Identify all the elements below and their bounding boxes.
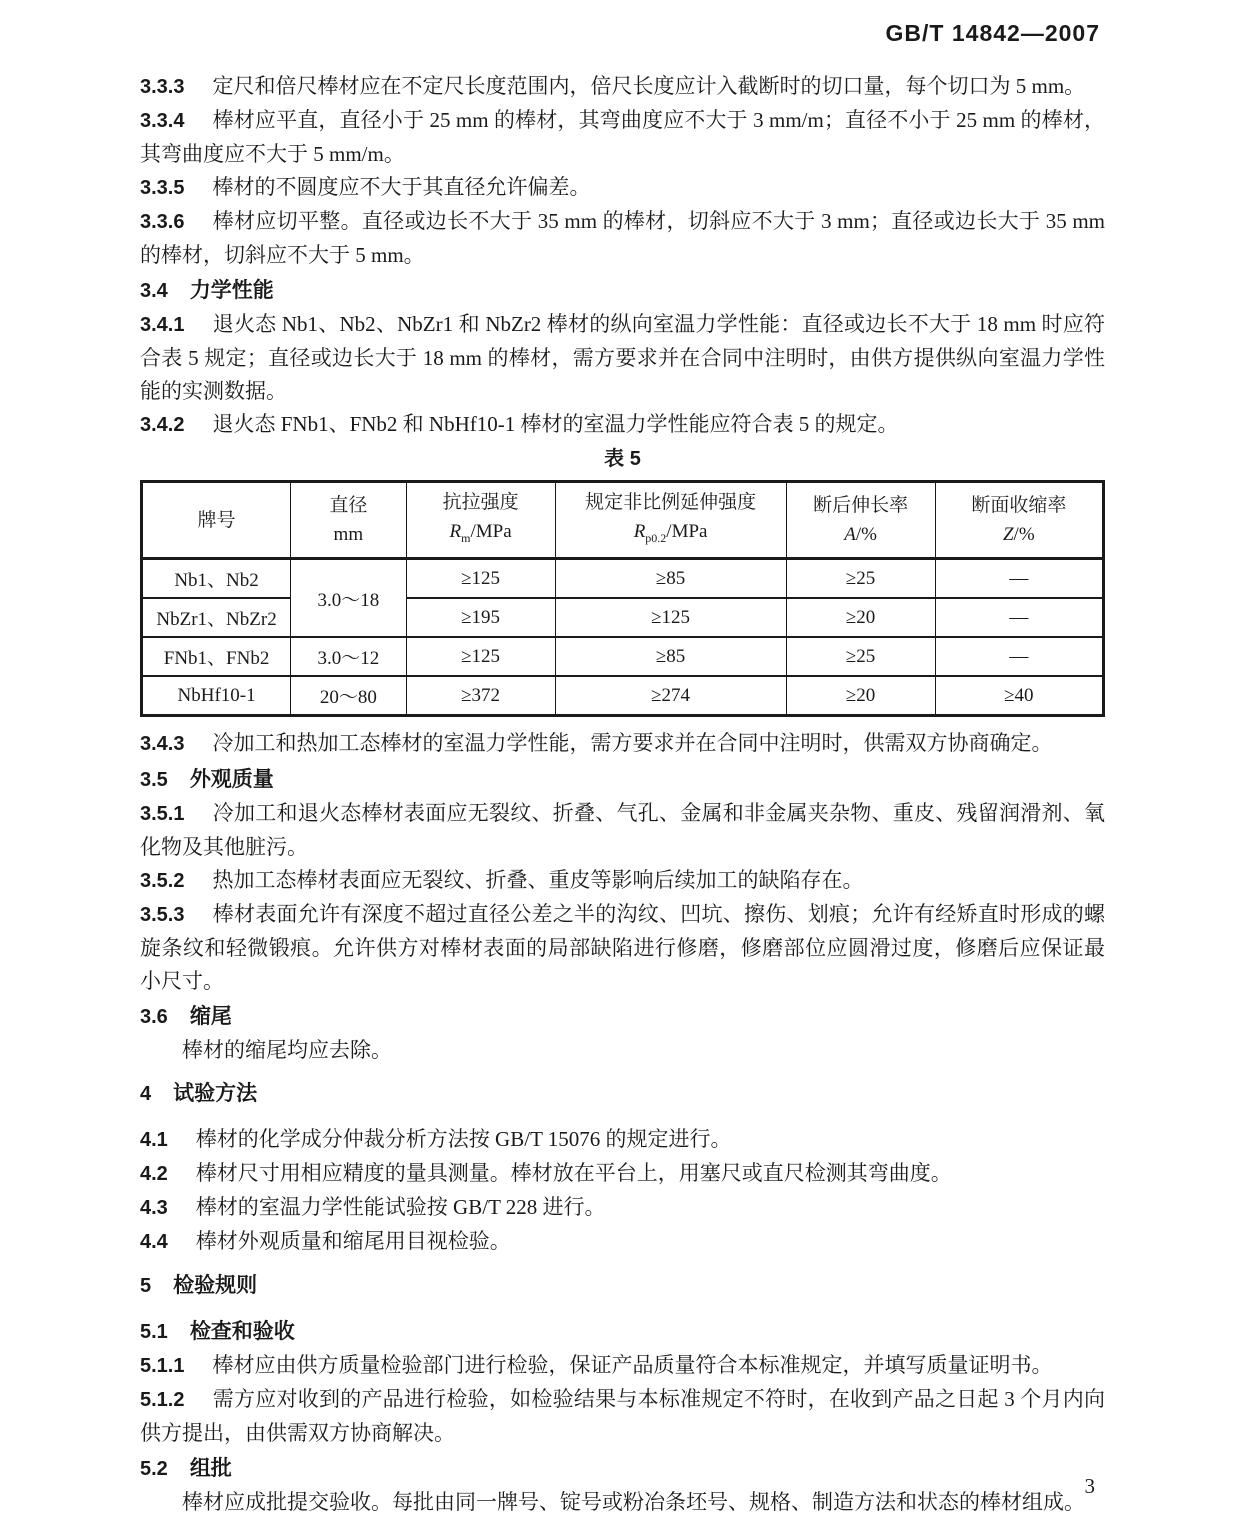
clause-3.4.3	[140, 727, 1105, 761]
header-symbol: $R_m$/MPa	[449, 520, 512, 545]
table-cell: —	[935, 598, 1103, 637]
table-row	[142, 676, 1104, 716]
clause-3.3.3	[140, 70, 1105, 104]
page-number: 3	[1084, 1474, 1095, 1498]
table-cell: NbZr1、NbZr2	[142, 598, 291, 637]
clause-text: 组批	[189, 1457, 232, 1480]
clause-number: 4.4	[140, 1231, 168, 1253]
clause-number: 3.4	[140, 280, 168, 302]
clause-3.5.1	[140, 797, 1105, 864]
table-5	[140, 480, 1105, 717]
table-cell: ≥125	[406, 637, 555, 676]
clause-5.1.2	[140, 1383, 1105, 1450]
table-cell: ≥125	[555, 598, 786, 637]
header-line: 抗拉强度	[442, 491, 519, 513]
header-symbol: $R_{p0.2}$/MPa	[633, 520, 708, 545]
clause-text: 棒材的缩尾均应去除。	[182, 1038, 392, 1062]
clause-number: 5.1	[140, 1321, 168, 1343]
clause-text: 检查和验收	[189, 1320, 295, 1343]
clause-number: 3.5.3	[140, 904, 185, 926]
heading-3.4	[140, 274, 1105, 308]
clause-number: 3.6	[140, 1006, 168, 1028]
clause-4.3	[140, 1191, 1105, 1225]
standard-number: GB/T 14842—2007	[885, 20, 1100, 46]
table-cell: —	[935, 637, 1103, 676]
header-line: 规定非比例延伸强度	[585, 491, 757, 513]
clause-3.3.5	[140, 171, 1105, 205]
header-line: 牌号	[197, 509, 236, 531]
paragraph	[140, 1486, 1105, 1519]
table-cell: ≥372	[406, 676, 555, 716]
table-header-cell	[786, 482, 935, 559]
clause-text: 棒材外观质量和缩尾用目视检验。	[195, 1229, 511, 1253]
clause-number: 5.1.2	[140, 1389, 185, 1411]
page-footer	[1085, 1474, 1096, 1499]
clause-number: 3.3.5	[140, 177, 185, 199]
clause-number: 3.4.2	[140, 414, 185, 436]
clause-3.5.3	[140, 898, 1105, 998]
clause-number: 3.3.3	[140, 76, 185, 98]
table-title: 表 5	[604, 448, 641, 470]
table-cell: ≥85	[555, 559, 786, 599]
table-row	[142, 598, 1104, 637]
document-content	[140, 70, 1105, 1519]
table-cell: —	[935, 559, 1103, 599]
heading-5.2	[140, 1452, 1105, 1486]
table-cell: 3.0～18	[291, 559, 406, 638]
clause-text: 缩尾	[189, 1005, 232, 1028]
clause-text: 试验方法	[173, 1082, 258, 1105]
heading-3.6	[140, 1000, 1105, 1034]
table-cell: ≥85	[555, 637, 786, 676]
clause-number: 4	[140, 1083, 152, 1105]
header-symbol: A/%	[844, 524, 877, 545]
table-row	[142, 637, 1104, 676]
paragraph	[140, 1034, 1105, 1067]
clause-text: 棒材应切平整。直径或边长不大于 35 mm 的棒材，切斜应不大于 3 mm；直径或边长大于 35 mm 的棒材，切斜应不大于 5 mm。	[140, 209, 1105, 267]
table-cell: ≥195	[406, 598, 555, 637]
header-line: mm	[333, 524, 364, 545]
document-header	[886, 20, 1100, 47]
clause-4.4	[140, 1225, 1105, 1259]
clause-text: 外观质量	[189, 768, 274, 791]
table-cell: 3.0～12	[291, 637, 406, 676]
clause-number: 4.1	[140, 1129, 168, 1151]
table-header-cell	[555, 482, 786, 559]
clause-text: 退火态 FNb1、FNb2 和 NbHf10-1 棒材的室温力学性能应符合表 5 的规定。	[212, 412, 899, 436]
clause-3.4.1	[140, 308, 1105, 408]
heading-5	[140, 1269, 1105, 1303]
clause-text: 棒材尺寸用相应精度的量具测量。棒材放在平台上，用塞尺或直尺检测其弯曲度。	[195, 1161, 952, 1185]
table-header-cell	[935, 482, 1103, 559]
header-line: 直径	[329, 495, 368, 516]
heading-4	[140, 1077, 1105, 1111]
clause-text: 力学性能	[189, 279, 274, 302]
clause-text: 需方应对收到的产品进行检验，如检验结果与本标准规定不符时，在收到产品之日起 3 个月内向供方提出，由供需双方协商解决。	[140, 1387, 1105, 1445]
clause-number: 3.4.3	[140, 733, 185, 755]
clause-text: 棒材的化学成分仲裁分析方法按 GB/T 15076 的规定进行。	[195, 1127, 732, 1151]
clause-number: 3.5.1	[140, 803, 185, 825]
table-cell: ≥40	[935, 676, 1103, 716]
clause-text: 棒材应由供方质量检验部门进行检验，保证产品质量符合本标准规定，并填写质量证明书。	[212, 1353, 1053, 1377]
table-cell: NbHf10-1	[142, 676, 291, 716]
clause-text: 热加工态棒材表面应无裂纹、折叠、重皮等影响后续加工的缺陷存在。	[212, 868, 864, 892]
clause-number: 3.3.4	[140, 110, 185, 132]
header-symbol: Z/%	[1002, 524, 1035, 545]
table-header-cell	[291, 482, 406, 559]
table-row	[142, 559, 1104, 599]
header-line: 断后伸长率	[813, 495, 909, 516]
table-header-cell	[406, 482, 555, 559]
heading-3.5	[140, 763, 1105, 797]
clause-3.3.4	[140, 104, 1105, 171]
table-cell: ≥125	[406, 559, 555, 599]
clause-text: 棒材的室温力学性能试验按 GB/T 228 进行。	[195, 1195, 606, 1219]
clause-text: 冷加工和退火态棒材表面应无裂纹、折叠、气孔、金属和非金属夹杂物、重皮、残留润滑剂、氧化物及其他脏污。	[140, 801, 1105, 859]
heading-5.1	[140, 1315, 1105, 1349]
clause-text: 棒材表面允许有深度不超过直径公差之半的沟纹、凹坑、擦伤、划痕；允许有经矫直时形成的螺旋条纹和轻微锻痕。允许供方对棒材表面的局部缺陷进行修磨，修磨部位应圆滑过度，修磨后应保证最小尺寸。	[140, 902, 1105, 993]
table-cell: Nb1、Nb2	[142, 559, 291, 599]
table-cell: FNb1、FNb2	[142, 637, 291, 676]
clause-number: 5.1.1	[140, 1355, 185, 1377]
table-cell: ≥20	[786, 676, 935, 716]
table-cell: ≥20	[786, 598, 935, 637]
table-cell: 20～80	[291, 676, 406, 716]
header-line: 断面收缩率	[971, 495, 1067, 516]
clause-3.4.2	[140, 408, 1105, 442]
clause-number: 3.3.6	[140, 211, 185, 233]
clause-text: 退火态 Nb1、Nb2、NbZr1 和 NbZr2 棒材的纵向室温力学性能：直径或边长不大于 18 mm 时应符合表 5 规定；直径或边长大于 18 mm 的棒材，需方要求并在合同中注明时，由供方提供纵向室温力学性能的实测数据。	[140, 312, 1105, 403]
clause-text: 棒材的不圆度应不大于其直径允许偏差。	[212, 175, 591, 199]
clause-text: 定尺和倍尺棒材应在不定尺长度范围内，倍尺长度应计入截断时的切口量，每个切口为 5 mm。	[212, 74, 1086, 98]
clause-number: 4.2	[140, 1163, 168, 1185]
clause-number: 3.5.2	[140, 870, 185, 892]
clause-text: 棒材应成批提交验收。每批由同一牌号、锭号或粉冶条坯号、规格、制造方法和状态的棒材组成。	[182, 1490, 1085, 1514]
clause-number: 4.3	[140, 1197, 168, 1219]
table-header-cell	[142, 482, 291, 559]
clause-text: 棒材应平直，直径小于 25 mm 的棒材，其弯曲度应不大于 3 mm/m；直径不小于 25 mm 的棒材，其弯曲度应不大于 5 mm/m。	[140, 108, 1105, 166]
table-5-block	[140, 446, 1105, 717]
clause-number: 3.4.1	[140, 314, 185, 336]
table-cell: ≥274	[555, 676, 786, 716]
clause-number: 3.5	[140, 769, 168, 791]
clause-5.1.1	[140, 1349, 1105, 1383]
table-cell: ≥25	[786, 559, 935, 599]
clause-4.1	[140, 1123, 1105, 1157]
clause-3.5.2	[140, 864, 1105, 898]
clause-number: 5.2	[140, 1458, 168, 1480]
clause-number: 5	[140, 1275, 152, 1297]
table-header-row	[142, 482, 1104, 559]
clause-text: 冷加工和热加工态棒材的室温力学性能，需方要求并在合同中注明时，供需双方协商确定。	[212, 731, 1053, 755]
clause-4.2	[140, 1157, 1105, 1191]
clause-text: 检验规则	[173, 1274, 258, 1297]
clause-3.3.6	[140, 205, 1105, 272]
table-cell: ≥25	[786, 637, 935, 676]
